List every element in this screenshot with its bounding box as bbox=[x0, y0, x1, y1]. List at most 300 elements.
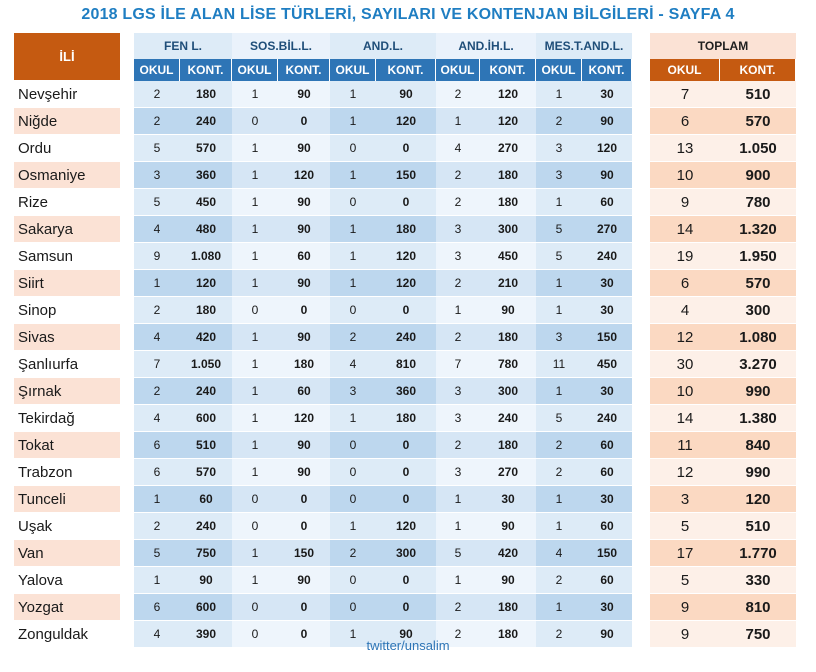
okul-cell: 3 bbox=[536, 135, 582, 162]
table-row bbox=[14, 432, 796, 459]
total-okul-cell: 7 bbox=[650, 81, 720, 108]
okul-cell: 1 bbox=[134, 567, 180, 594]
province-name: Siirt bbox=[14, 270, 120, 297]
okul-cell: 5 bbox=[134, 135, 180, 162]
kont-cell: 120 bbox=[376, 513, 436, 540]
kont-cell: 60 bbox=[582, 567, 632, 594]
okul-cell: 1 bbox=[232, 324, 278, 351]
okul-cell: 1 bbox=[232, 351, 278, 378]
kont-cell: 30 bbox=[480, 486, 536, 513]
okul-header: OKUL bbox=[330, 59, 376, 81]
total-okul-cell: 10 bbox=[650, 162, 720, 189]
total-okul-cell: 14 bbox=[650, 405, 720, 432]
kont-cell: 420 bbox=[180, 324, 232, 351]
kont-header: KONT. bbox=[376, 59, 436, 81]
total-kont-cell: 510 bbox=[720, 513, 796, 540]
okul-cell: 2 bbox=[536, 459, 582, 486]
kont-cell: 780 bbox=[480, 351, 536, 378]
okul-cell: 1 bbox=[536, 297, 582, 324]
total-kont-cell: 330 bbox=[720, 567, 796, 594]
kont-cell: 60 bbox=[582, 513, 632, 540]
okul-cell: 4 bbox=[134, 324, 180, 351]
okul-cell: 1 bbox=[436, 486, 480, 513]
okul-cell: 1 bbox=[330, 621, 376, 648]
total-kont-cell: 3.270 bbox=[720, 351, 796, 378]
kont-cell: 120 bbox=[376, 243, 436, 270]
province-name: Sakarya bbox=[14, 216, 120, 243]
total-okul-cell: 17 bbox=[650, 540, 720, 567]
kont-cell: 120 bbox=[480, 81, 536, 108]
province-name: Zonguldak bbox=[14, 621, 120, 648]
kont-cell: 30 bbox=[582, 594, 632, 621]
kont-cell: 150 bbox=[582, 324, 632, 351]
okul-cell: 1 bbox=[536, 513, 582, 540]
kont-cell: 150 bbox=[376, 162, 436, 189]
total-okul-cell: 6 bbox=[650, 270, 720, 297]
kont-cell: 90 bbox=[480, 513, 536, 540]
kont-cell: 120 bbox=[582, 135, 632, 162]
kont-cell: 240 bbox=[480, 405, 536, 432]
okul-cell: 6 bbox=[134, 432, 180, 459]
province-name: Yalova bbox=[14, 567, 120, 594]
kont-cell: 390 bbox=[180, 621, 232, 648]
total-kont-cell: 990 bbox=[720, 459, 796, 486]
table-row bbox=[14, 540, 796, 567]
province-name: Şanlıurfa bbox=[14, 351, 120, 378]
province-name: Nevşehir bbox=[14, 81, 120, 108]
kont-cell: 60 bbox=[582, 189, 632, 216]
okul-cell: 0 bbox=[330, 189, 376, 216]
table-row bbox=[14, 81, 796, 108]
okul-cell: 6 bbox=[134, 594, 180, 621]
kont-cell: 480 bbox=[180, 216, 232, 243]
total-okul-cell: 12 bbox=[650, 459, 720, 486]
table-row bbox=[14, 189, 796, 216]
okul-cell: 1 bbox=[232, 162, 278, 189]
okul-cell: 2 bbox=[134, 297, 180, 324]
okul-cell: 0 bbox=[232, 486, 278, 513]
total-okul-cell: 13 bbox=[650, 135, 720, 162]
kont-cell: 120 bbox=[180, 270, 232, 297]
okul-cell: 1 bbox=[232, 81, 278, 108]
province-header: İLİ bbox=[14, 33, 120, 81]
okul-cell: 3 bbox=[436, 405, 480, 432]
total-header: TOPLAM bbox=[650, 33, 796, 59]
okul-cell: 1 bbox=[536, 81, 582, 108]
kont-cell: 750 bbox=[180, 540, 232, 567]
province-name: Ordu bbox=[14, 135, 120, 162]
kont-cell: 180 bbox=[480, 594, 536, 621]
okul-cell: 2 bbox=[436, 432, 480, 459]
okul-cell: 4 bbox=[134, 621, 180, 648]
total-okul-cell: 9 bbox=[650, 594, 720, 621]
okul-cell: 1 bbox=[232, 189, 278, 216]
okul-cell: 1 bbox=[436, 513, 480, 540]
okul-cell: 0 bbox=[330, 459, 376, 486]
kont-cell: 270 bbox=[480, 459, 536, 486]
kont-cell: 30 bbox=[582, 297, 632, 324]
okul-cell: 1 bbox=[232, 378, 278, 405]
kont-cell: 30 bbox=[582, 270, 632, 297]
kont-cell: 150 bbox=[278, 540, 330, 567]
total-kont-cell: 300 bbox=[720, 297, 796, 324]
table-row bbox=[14, 378, 796, 405]
table-row bbox=[14, 162, 796, 189]
okul-cell: 1 bbox=[436, 297, 480, 324]
okul-cell: 7 bbox=[436, 351, 480, 378]
total-kont-cell: 120 bbox=[720, 486, 796, 513]
okul-cell: 3 bbox=[436, 216, 480, 243]
kont-cell: 0 bbox=[376, 486, 436, 513]
province-name: Niğde bbox=[14, 108, 120, 135]
province-name: Tokat bbox=[14, 432, 120, 459]
okul-cell: 2 bbox=[134, 513, 180, 540]
table-row bbox=[14, 270, 796, 297]
kont-cell: 1.080 bbox=[180, 243, 232, 270]
kont-cell: 360 bbox=[180, 162, 232, 189]
total-okul-cell: 9 bbox=[650, 189, 720, 216]
kont-cell: 570 bbox=[180, 135, 232, 162]
province-name: Yozgat bbox=[14, 594, 120, 621]
okul-cell: 2 bbox=[330, 540, 376, 567]
kont-cell: 240 bbox=[180, 378, 232, 405]
okul-cell: 1 bbox=[134, 270, 180, 297]
okul-cell: 1 bbox=[330, 162, 376, 189]
province-name: Sivas bbox=[14, 324, 120, 351]
okul-cell: 5 bbox=[536, 405, 582, 432]
province-name: Tekirdağ bbox=[14, 405, 120, 432]
table-row bbox=[14, 297, 796, 324]
okul-cell: 1 bbox=[330, 81, 376, 108]
kont-cell: 240 bbox=[582, 243, 632, 270]
okul-cell: 1 bbox=[536, 189, 582, 216]
okul-cell: 5 bbox=[134, 540, 180, 567]
okul-cell: 1 bbox=[330, 513, 376, 540]
kont-cell: 60 bbox=[582, 432, 632, 459]
okul-cell: 1 bbox=[330, 216, 376, 243]
total-kont-cell: 1.050 bbox=[720, 135, 796, 162]
kont-cell: 180 bbox=[480, 162, 536, 189]
kont-cell: 180 bbox=[376, 405, 436, 432]
okul-cell: 3 bbox=[436, 459, 480, 486]
okul-cell: 0 bbox=[330, 432, 376, 459]
kont-cell: 30 bbox=[582, 81, 632, 108]
okul-header: OKUL bbox=[232, 59, 278, 81]
okul-cell: 5 bbox=[436, 540, 480, 567]
total-kont-cell: 840 bbox=[720, 432, 796, 459]
kont-cell: 30 bbox=[582, 486, 632, 513]
okul-cell: 3 bbox=[330, 378, 376, 405]
total-kont-cell: 1.380 bbox=[720, 405, 796, 432]
kont-cell: 210 bbox=[480, 270, 536, 297]
group-header-andih: AND.İH.L. bbox=[436, 33, 536, 59]
total-kont-cell: 570 bbox=[720, 270, 796, 297]
kont-cell: 0 bbox=[376, 297, 436, 324]
total-okul-cell: 12 bbox=[650, 324, 720, 351]
table-row bbox=[14, 216, 796, 243]
kont-cell: 150 bbox=[582, 540, 632, 567]
okul-cell: 2 bbox=[134, 378, 180, 405]
kont-cell: 810 bbox=[376, 351, 436, 378]
kont-cell: 0 bbox=[278, 594, 330, 621]
kont-cell: 0 bbox=[278, 513, 330, 540]
kont-cell: 360 bbox=[376, 378, 436, 405]
okul-cell: 0 bbox=[232, 513, 278, 540]
kont-cell: 90 bbox=[582, 108, 632, 135]
kont-cell: 180 bbox=[480, 432, 536, 459]
kont-cell: 90 bbox=[278, 324, 330, 351]
total-kont-cell: 990 bbox=[720, 378, 796, 405]
kont-cell: 180 bbox=[480, 189, 536, 216]
kont-cell: 240 bbox=[180, 108, 232, 135]
province-name: Osmaniye bbox=[14, 162, 120, 189]
okul-cell: 2 bbox=[330, 324, 376, 351]
kont-cell: 270 bbox=[582, 216, 632, 243]
okul-cell: 1 bbox=[232, 216, 278, 243]
school-table bbox=[14, 33, 796, 648]
group-header-and: AND.L. bbox=[330, 33, 436, 59]
okul-cell: 1 bbox=[436, 567, 480, 594]
total-okul-cell: 5 bbox=[650, 513, 720, 540]
kont-cell: 570 bbox=[180, 459, 232, 486]
total-kont-cell: 810 bbox=[720, 594, 796, 621]
kont-cell: 0 bbox=[278, 108, 330, 135]
okul-cell: 1 bbox=[330, 108, 376, 135]
okul-cell: 1 bbox=[436, 108, 480, 135]
total-kont-cell: 510 bbox=[720, 81, 796, 108]
group-header-sosbil: SOS.BİL.L. bbox=[232, 33, 330, 59]
kont-cell: 180 bbox=[180, 81, 232, 108]
okul-header: OKUL bbox=[436, 59, 480, 81]
total-okul-cell: 9 bbox=[650, 621, 720, 648]
okul-cell: 1 bbox=[134, 486, 180, 513]
kont-header: KONT. bbox=[582, 59, 632, 81]
footer-credit: twitter/unsalim bbox=[366, 638, 450, 653]
okul-cell: 2 bbox=[536, 621, 582, 648]
total-kont-cell: 750 bbox=[720, 621, 796, 648]
total-okul-cell: 10 bbox=[650, 378, 720, 405]
kont-cell: 180 bbox=[180, 297, 232, 324]
okul-cell: 2 bbox=[536, 567, 582, 594]
kont-cell: 240 bbox=[180, 513, 232, 540]
total-okul-cell: 11 bbox=[650, 432, 720, 459]
kont-cell: 0 bbox=[376, 135, 436, 162]
okul-cell: 0 bbox=[330, 594, 376, 621]
total-okul-cell: 14 bbox=[650, 216, 720, 243]
okul-cell: 11 bbox=[536, 351, 582, 378]
province-name: Van bbox=[14, 540, 120, 567]
total-kont-cell: 1.770 bbox=[720, 540, 796, 567]
total-okul-cell: 5 bbox=[650, 567, 720, 594]
okul-cell: 0 bbox=[232, 297, 278, 324]
kont-cell: 180 bbox=[480, 621, 536, 648]
total-kont-cell: 1.950 bbox=[720, 243, 796, 270]
okul-cell: 3 bbox=[436, 243, 480, 270]
okul-cell: 2 bbox=[436, 162, 480, 189]
kont-cell: 60 bbox=[278, 243, 330, 270]
kont-cell: 450 bbox=[480, 243, 536, 270]
kont-header: KONT. bbox=[278, 59, 330, 81]
okul-cell: 2 bbox=[436, 621, 480, 648]
kont-cell: 90 bbox=[278, 567, 330, 594]
table-row bbox=[14, 108, 796, 135]
okul-cell: 2 bbox=[436, 189, 480, 216]
okul-cell: 3 bbox=[536, 162, 582, 189]
kont-cell: 90 bbox=[480, 567, 536, 594]
okul-cell: 1 bbox=[536, 270, 582, 297]
province-name: Samsun bbox=[14, 243, 120, 270]
table-row bbox=[14, 351, 796, 378]
kont-cell: 90 bbox=[278, 216, 330, 243]
table-row bbox=[14, 486, 796, 513]
kont-cell: 90 bbox=[278, 135, 330, 162]
kont-header: KONT. bbox=[480, 59, 536, 81]
kont-cell: 90 bbox=[582, 162, 632, 189]
okul-cell: 1 bbox=[536, 486, 582, 513]
kont-cell: 60 bbox=[180, 486, 232, 513]
okul-cell: 5 bbox=[536, 216, 582, 243]
okul-cell: 2 bbox=[436, 81, 480, 108]
okul-cell: 0 bbox=[232, 108, 278, 135]
total-kont-cell: 900 bbox=[720, 162, 796, 189]
okul-cell: 3 bbox=[436, 378, 480, 405]
okul-cell: 3 bbox=[536, 324, 582, 351]
okul-cell: 1 bbox=[330, 270, 376, 297]
total-okul-cell: 6 bbox=[650, 108, 720, 135]
kont-cell: 0 bbox=[376, 432, 436, 459]
province-name: Şırnak bbox=[14, 378, 120, 405]
total-okul-header: OKUL bbox=[650, 59, 720, 81]
total-kont-header: KONT. bbox=[720, 59, 796, 81]
kont-header: KONT. bbox=[180, 59, 232, 81]
okul-cell: 3 bbox=[134, 162, 180, 189]
okul-cell: 2 bbox=[436, 324, 480, 351]
okul-cell: 4 bbox=[134, 216, 180, 243]
kont-cell: 240 bbox=[376, 324, 436, 351]
kont-cell: 90 bbox=[582, 621, 632, 648]
table-row bbox=[14, 567, 796, 594]
okul-cell: 2 bbox=[536, 432, 582, 459]
kont-cell: 90 bbox=[480, 297, 536, 324]
okul-cell: 7 bbox=[134, 351, 180, 378]
kont-cell: 90 bbox=[278, 432, 330, 459]
group-header-fen: FEN L. bbox=[134, 33, 232, 59]
kont-cell: 90 bbox=[376, 81, 436, 108]
okul-cell: 1 bbox=[232, 567, 278, 594]
kont-cell: 0 bbox=[278, 486, 330, 513]
okul-cell: 1 bbox=[232, 459, 278, 486]
total-okul-cell: 4 bbox=[650, 297, 720, 324]
group-header-mestand: MES.T.AND.L. bbox=[536, 33, 632, 59]
page-title: 2018 LGS İLE ALAN LİSE TÜRLERİ, SAYILARI VE KONTENJAN BİLGİLERİ - SAYFA 4 bbox=[81, 6, 735, 23]
okul-cell: 1 bbox=[232, 270, 278, 297]
total-kont-cell: 780 bbox=[720, 189, 796, 216]
okul-cell: 1 bbox=[232, 540, 278, 567]
kont-cell: 120 bbox=[480, 108, 536, 135]
kont-cell: 0 bbox=[376, 459, 436, 486]
okul-cell: 1 bbox=[536, 594, 582, 621]
table-row bbox=[14, 243, 796, 270]
kont-cell: 120 bbox=[376, 270, 436, 297]
okul-cell: 5 bbox=[536, 243, 582, 270]
table-row bbox=[14, 459, 796, 486]
kont-cell: 90 bbox=[278, 81, 330, 108]
okul-header: OKUL bbox=[134, 59, 180, 81]
okul-cell: 2 bbox=[134, 108, 180, 135]
okul-cell: 1 bbox=[232, 243, 278, 270]
total-okul-cell: 19 bbox=[650, 243, 720, 270]
okul-cell: 6 bbox=[134, 459, 180, 486]
kont-cell: 90 bbox=[278, 459, 330, 486]
okul-cell: 2 bbox=[134, 81, 180, 108]
kont-cell: 300 bbox=[376, 540, 436, 567]
table-row bbox=[14, 513, 796, 540]
kont-cell: 90 bbox=[180, 567, 232, 594]
okul-cell: 0 bbox=[330, 486, 376, 513]
okul-cell: 1 bbox=[536, 378, 582, 405]
kont-cell: 180 bbox=[376, 216, 436, 243]
kont-cell: 120 bbox=[278, 162, 330, 189]
kont-cell: 240 bbox=[582, 405, 632, 432]
kont-cell: 1.050 bbox=[180, 351, 232, 378]
kont-cell: 450 bbox=[180, 189, 232, 216]
province-name: Sinop bbox=[14, 297, 120, 324]
province-name: Rize bbox=[14, 189, 120, 216]
total-okul-cell: 30 bbox=[650, 351, 720, 378]
kont-cell: 90 bbox=[278, 270, 330, 297]
table-row bbox=[14, 594, 796, 621]
okul-cell: 9 bbox=[134, 243, 180, 270]
kont-cell: 90 bbox=[278, 189, 330, 216]
okul-cell: 4 bbox=[536, 540, 582, 567]
okul-cell: 2 bbox=[436, 270, 480, 297]
province-name: Trabzon bbox=[14, 459, 120, 486]
kont-cell: 180 bbox=[278, 351, 330, 378]
table-row bbox=[14, 405, 796, 432]
kont-cell: 0 bbox=[278, 297, 330, 324]
kont-cell: 270 bbox=[480, 135, 536, 162]
kont-cell: 30 bbox=[582, 378, 632, 405]
province-name: Uşak bbox=[14, 513, 120, 540]
kont-cell: 420 bbox=[480, 540, 536, 567]
kont-cell: 120 bbox=[278, 405, 330, 432]
table-row bbox=[14, 135, 796, 162]
total-kont-cell: 570 bbox=[720, 108, 796, 135]
okul-cell: 2 bbox=[536, 108, 582, 135]
okul-cell: 0 bbox=[330, 135, 376, 162]
kont-cell: 120 bbox=[376, 108, 436, 135]
okul-cell: 0 bbox=[232, 621, 278, 648]
kont-cell: 60 bbox=[582, 459, 632, 486]
kont-cell: 510 bbox=[180, 432, 232, 459]
kont-cell: 300 bbox=[480, 216, 536, 243]
okul-cell: 4 bbox=[436, 135, 480, 162]
kont-cell: 600 bbox=[180, 594, 232, 621]
okul-cell: 5 bbox=[134, 189, 180, 216]
kont-cell: 0 bbox=[376, 189, 436, 216]
okul-cell: 0 bbox=[232, 594, 278, 621]
kont-cell: 450 bbox=[582, 351, 632, 378]
okul-cell: 0 bbox=[330, 567, 376, 594]
okul-cell: 1 bbox=[232, 405, 278, 432]
kont-cell: 0 bbox=[376, 567, 436, 594]
kont-cell: 0 bbox=[278, 621, 330, 648]
kont-cell: 60 bbox=[278, 378, 330, 405]
okul-cell: 1 bbox=[330, 243, 376, 270]
kont-cell: 300 bbox=[480, 378, 536, 405]
okul-cell: 2 bbox=[436, 594, 480, 621]
total-kont-cell: 1.320 bbox=[720, 216, 796, 243]
